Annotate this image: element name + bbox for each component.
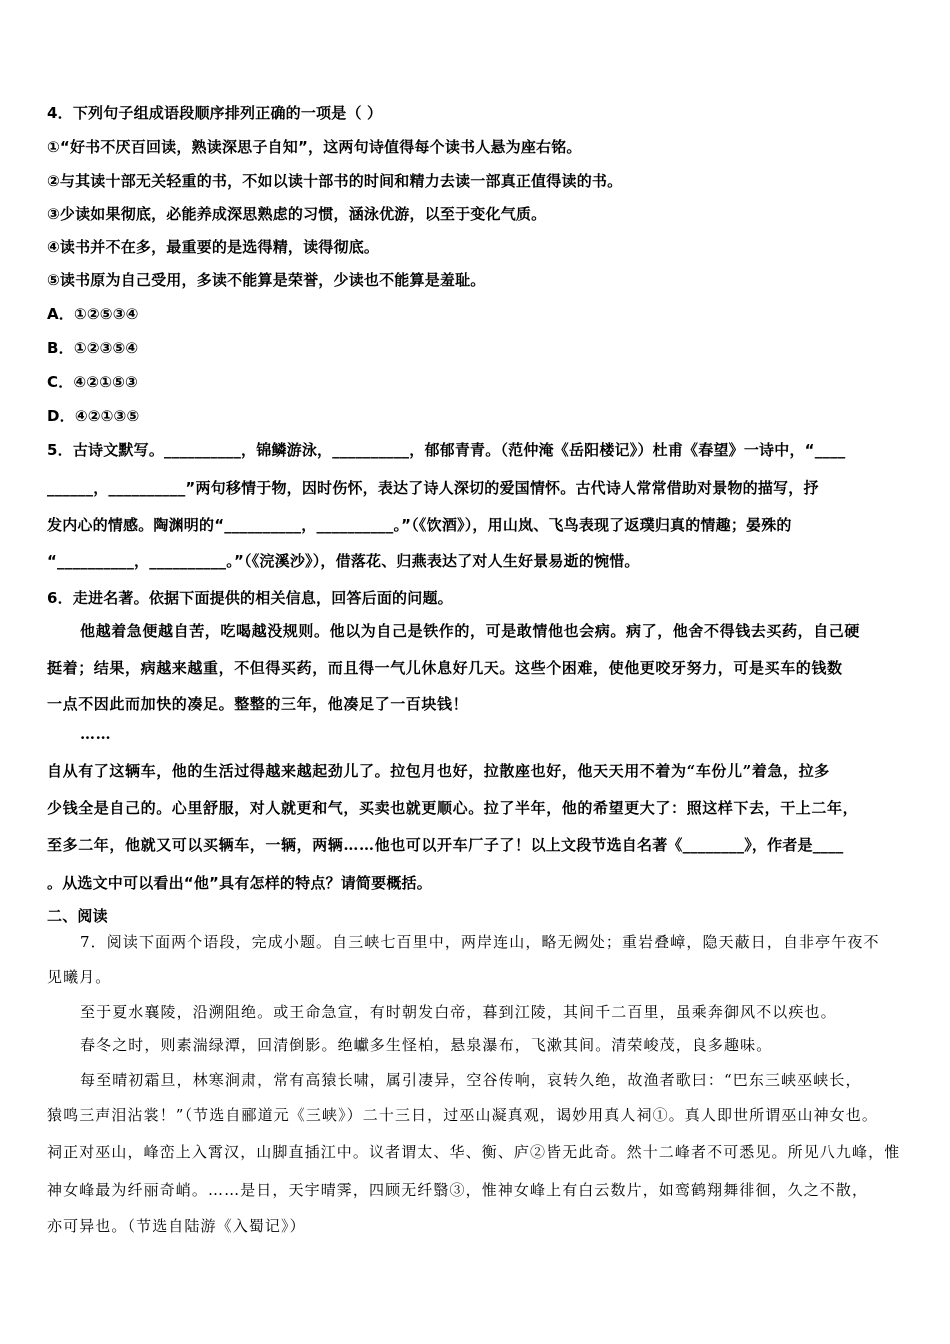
q6-passage-end: 至多二年，他就又可以买辆车，一辆，两辆……他也可以开车厂子了！ — [47, 836, 531, 854]
q4-sentence-1: ①“好书不厌百回读，熟读深思子自知”，这两句诗值得每个读书人悬为座右铭。 — [47, 138, 582, 156]
q7-line-5: 每至晴初霜旦，林寒涧肃，常有高猿长啸，属引凄异，空谷传响，哀转久绝，故渔者歌曰：“巴东三峡巫峡长， — [80, 1071, 862, 1089]
q4-option-c: C．④②①⑤③ — [47, 373, 138, 391]
q7-line-9: 亦可异也。（节选自陆游《入蜀记》） — [47, 1217, 306, 1235]
section-heading: 二、阅读 — [47, 907, 108, 925]
q6-passage-line-5: 少钱全是自己的。心里舒服，对人就更和气，买卖也就更顺心。拉了半年，他的希望更大了：照这样下去，干上二年， — [47, 799, 859, 817]
q7-line-3: 至于夏水襄陵，沿溯阻绝。或王命急宣，有时朝发白帝，暮到江陵，其间千二百里，虽乘奔御风不以疾也。 — [80, 1003, 837, 1021]
q6-passage-line-3: 一点不因此而加快的凑足。整整的三年，他凑足了一百块钱！ — [47, 695, 469, 713]
q7-line-4: 春冬之时，则素湍绿潭，回清倒影。绝巘多生怪柏，悬泉瀑布，飞漱其间。清荣峻茂，良多趣味。 — [80, 1036, 773, 1054]
q7-line-2: 见曦月。 — [47, 968, 112, 986]
q6-passage-line-2: 挺着；结果，病越来越重，不但得买药，而且得一气儿休息好几天。这些个困难，使他更咬牙努力，可是买车的钱数 — [47, 659, 843, 677]
q4-sentence-4: ④读书并不在多，最重要的是选得精，读得彻底。 — [47, 238, 380, 256]
q4-sentence-5: ⑤读书原为自己受用，多读不能算是荣誉，少读也不能算是羞耻。 — [47, 271, 486, 289]
q6-ellipsis: …… — [80, 725, 112, 743]
q5-line-1: 5．古诗文默写。__________，锦鳞游泳，__________，郁郁青青。（范仲淹《岳阳楼记》）杜甫《春望》一诗中，“____ — [47, 441, 846, 459]
q4-option-a: A．①②⑤③④ — [47, 305, 139, 323]
q6-passage-line-4: 自从有了这辆车，他的生活过得越来越起劲儿了。拉包月也好，拉散座也好，他天天用不着为“车份儿”着急，拉多 — [47, 762, 830, 780]
q7-line-1: 7．阅读下面两个语段，完成小题。自三峡七百里中，两岸连山，略无阙处；重岩叠嶂，隐天蔽日，自非亭午夜不 — [80, 933, 880, 951]
q4-sentence-2: ②与其读十部无关轻重的书，不如以读十部书的时间和精力去读一部真正值得读的书。 — [47, 172, 623, 190]
q6-passage-line-1: 他越着急便越自苦，吃喝越没规则。他以为自己是铁作的，可是敢情他也会病。病了，他舍不得钱去买药，自己硬 — [80, 622, 861, 640]
q5-line-3: 发内心的情感。陶渊明的“__________，__________。”（《饮酒》），用山岚、飞鸟表现了返璞归真的情趣；晏殊的 — [47, 516, 792, 534]
q7-line-7: 祠正对巫山，峰峦上入霄汉，山脚直插江中。议者谓太、华、衡、庐②皆无此奇。然十二峰者不可悉见。所见八九峰，惟 — [47, 1143, 901, 1161]
q4-sentence-3: ③少读如果彻底，必能养成深思熟虑的习惯，涵泳优游，以至于变化气质。 — [47, 205, 547, 223]
q4-option-b: B．①②③⑤④ — [47, 339, 139, 357]
q6-stem: 6．走进名著。依据下面提供的相关信息，回答后面的问题。 — [47, 589, 453, 607]
q4-option-d: D．④②①③⑤ — [47, 407, 140, 425]
q5-line-2: ______，__________”两句移情于物，因时伤怀，表达了诗人深切的爱国情怀。古代诗人常常借助对景物的描写，抒 — [47, 479, 819, 497]
q6-question-line — [47, 834, 844, 855]
q7-line-8: 神女峰最为纤丽奇峭。……是日，天宇晴霁，四顾无纤翳③，惟神女峰上有白云数片，如鸾鹤翔舞徘徊，久之不散， — [47, 1181, 869, 1199]
q6-question-last: 。从选文中可以看出“他”具有怎样的特点？请简要概括。 — [47, 874, 432, 892]
q6-question-text: 以上文段节选自名著《________》，作者是____ — [530, 836, 844, 854]
q7-line-6: 猿鸣三声泪沾裳！”（节选自郦道元《三峡》）二十三日，过巫山凝真观，谒妙用真人祠①。真人即世所谓巫山神女也。 — [47, 1106, 878, 1124]
q5-line-4: “__________，__________。”（《浣溪沙》），借落花、归燕表达了对人生好景易逝的惋惜。 — [47, 552, 640, 570]
q4-stem: 4．下列句子组成语段顺序排列正确的一项是（ ） — [47, 104, 383, 122]
